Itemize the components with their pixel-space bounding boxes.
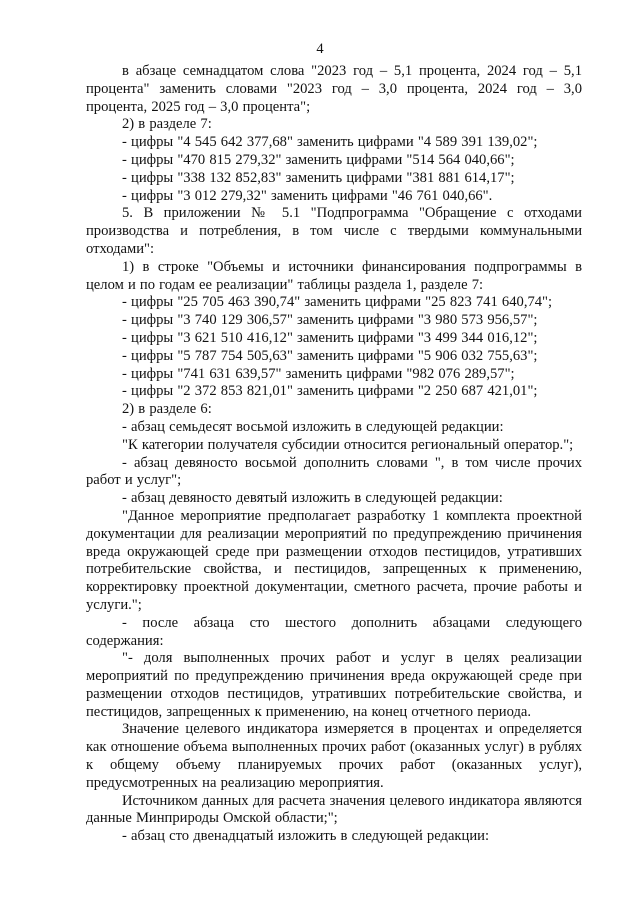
list-item: - абзац девяносто восьмой дополнить словами ", в том числе прочих работ и услуг"; — [86, 454, 582, 489]
list-item: - абзац сто двенадцатый изложить в следующей редакции: — [122, 828, 489, 845]
list-item: - цифры "4 545 642 377,68" заменить цифрами "4 589 391 139,02"; — [122, 134, 538, 151]
list-item: - цифры "470 815 279,32" заменить цифрами "514 564 040,66"; — [122, 151, 515, 168]
quoted-paragraph: "- доля выполненных прочих работ и услуг в целях реализации мероприятий по предупреждению причинения вреда окружающей среде при размещении отходов пестицидов, утративших потребительские свойства, и пестицидов, запрещенных к применению, на конец отчетного периода. — [86, 650, 582, 720]
quoted-paragraph: "Данное мероприятие предполагает разработку 1 комплекта проектной документации для реализации мероприятий по предупреждению причинения вреда окружающей среде при размещении отходов пестицидов, утративших потребительские свойства, и пестицидов, запрещенных к применению, корректировку проектной документации, сметного расчета, прочие работы и услуги."; — [86, 507, 582, 613]
list-item: - цифры "2 372 853 821,01" заменить цифрами "2 250 687 421,01"; — [122, 383, 538, 400]
list-item: - после абзаца сто шестого дополнить абзацами следующего содержания: — [86, 614, 582, 649]
paragraph-item-1: 1) в строке "Объемы и источники финансирования подпрограммы в целом и по годам ее реализации" таблицы раздела 1, разделе 7: — [86, 258, 582, 293]
list-item: - абзац семьдесят восьмой изложить в следующей редакции: — [122, 418, 504, 435]
paragraph-1: в абзаце семнадцатом слова "2023 год – 5,1 процента, 2024 год – 5,1 процента" заменить словами "2023 год – 3,0 процента, 2024 год – 3,0 процента, 2025 год – 3,0 процента"; — [86, 63, 582, 115]
quoted-paragraph: Источником данных для расчета значения целевого индикатора являются данные Минприроды Омской области;"; — [86, 792, 582, 827]
paragraph-section-5: 5. В приложении № 5.1 "Подпрограмма "Обращение с отходами производства и потребления, в том числе с твердыми коммунальными отходами": — [86, 205, 582, 257]
list-item: - цифры "5 787 754 505,63" заменить цифрами "5 906 032 755,63"; — [122, 347, 538, 364]
quoted-paragraph: "К категории получателя субсидии относится региональный оператор."; — [122, 436, 574, 453]
paragraph-item-2: 2) в разделе 6: — [122, 401, 212, 418]
quoted-paragraph: Значение целевого индикатора измеряется в процентах и определяется как отношение объема выполненных прочих работ (оказанных услуг) в рублях к общему объему планируемых прочих работ (оказанных услуг), предусмотренных на реализацию мероприятия. — [86, 721, 582, 791]
list-item: - цифры "25 705 463 390,74" заменить цифрами "25 823 741 640,74"; — [122, 294, 553, 311]
list-item: - цифры "338 132 852,83" заменить цифрами "381 881 614,17"; — [122, 169, 515, 186]
list-item: - цифры "3 740 129 306,57" заменить цифрами "3 980 573 956,57"; — [122, 312, 538, 329]
list-item: - цифры "3 621 510 416,12" заменить цифрами "3 499 344 016,12"; — [122, 329, 538, 346]
list-item: - абзац девяносто девятый изложить в следующей редакции: — [122, 490, 503, 507]
page-number: 4 — [316, 41, 324, 57]
paragraph-2: 2) в разделе 7: — [122, 116, 212, 133]
list-item: - цифры "741 631 639,57" заменить цифрами "982 076 289,57"; — [122, 365, 515, 382]
document-body — [86, 63, 582, 846]
list-item: - цифры "3 012 279,32" заменить цифрами "46 761 040,66". — [122, 187, 493, 204]
